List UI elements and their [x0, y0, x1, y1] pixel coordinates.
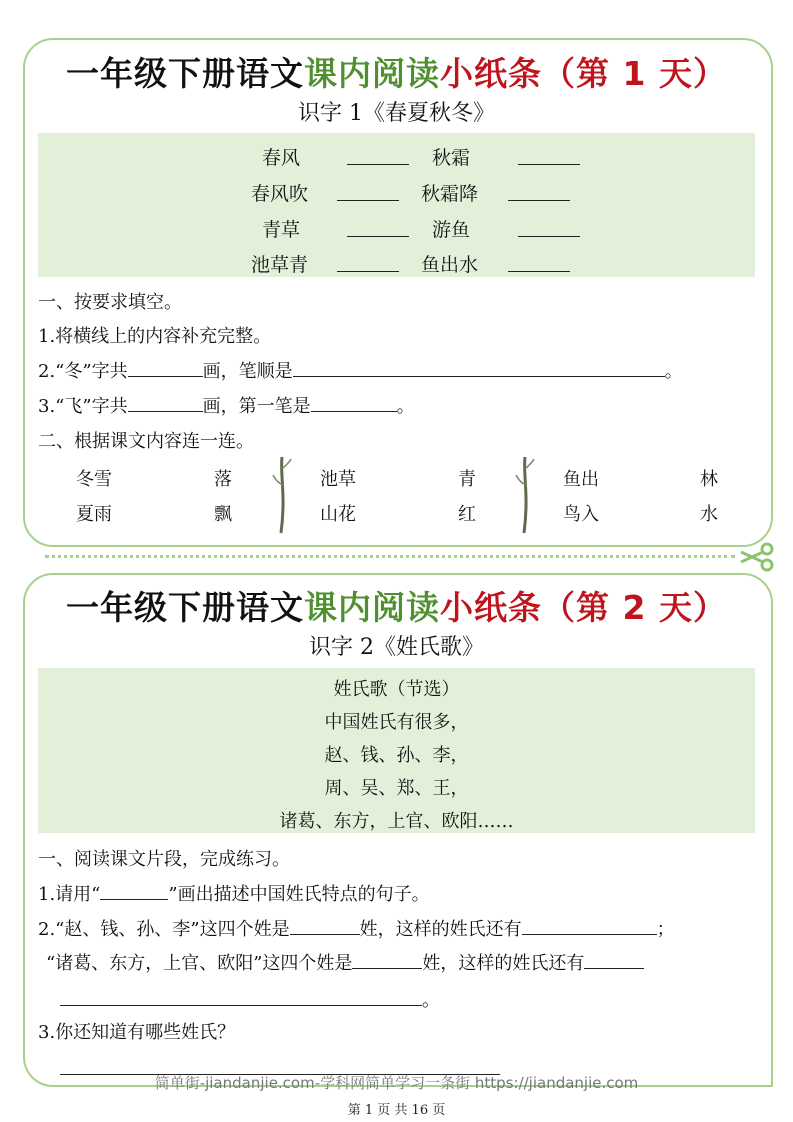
match-left-item[interactable]: 池草: [320, 469, 356, 490]
match-right-item[interactable]: 飘: [214, 504, 232, 525]
answer-blank[interactable]: [352, 967, 422, 969]
question-3: 3.你还知道有哪些姓氏？: [38, 1022, 236, 1043]
poem-line: 中国姓氏有很多，: [324, 712, 469, 733]
question-1: 1.请用“ ”画出描述中国姓氏特点的句子。: [38, 884, 430, 905]
match-right-item[interactable]: 青: [458, 469, 476, 490]
answer-blank[interactable]: [293, 375, 665, 377]
vocab-blank[interactable]: [508, 270, 570, 272]
poem-line: 周、吴、郑、王，: [324, 778, 469, 799]
poem-line: 赵、钱、孙、李，: [324, 745, 469, 766]
poem-line: 诸葛、东方，上官、欧阳……: [279, 811, 514, 832]
vocab-word: 春风: [262, 147, 301, 169]
cut-line: [45, 555, 735, 558]
question-1: 1.将横线上的内容补充完整。: [38, 326, 272, 347]
match-left-item[interactable]: 鱼出: [563, 469, 599, 490]
question-2: 2.“冬”字共 画，笔顺是 。: [38, 361, 683, 382]
scissors-icon: [738, 540, 776, 574]
vocab-word: 秋霜降: [421, 183, 479, 205]
vocab-blank[interactable]: [518, 163, 580, 165]
answer-blank[interactable]: [522, 933, 657, 935]
question-3: 3.“飞”字共 画，第一笔是 。: [38, 396, 415, 417]
answer-blank[interactable]: [60, 1004, 422, 1006]
section1-heading: 一、阅读课文片段，完成练习。: [38, 849, 290, 870]
match-right-item[interactable]: 落: [214, 469, 232, 490]
vocab-word: 秋霜: [432, 147, 471, 169]
vocab-blank[interactable]: [508, 199, 570, 201]
day1-title: 一年级下册语文课内阅读小纸条（第 1 天）: [66, 54, 727, 93]
question-2b: “诸葛、东方，上官、欧阳”这四个姓是 姓，这样的姓氏还有: [46, 949, 644, 975]
vocab-word: 池草青: [251, 254, 309, 276]
vocab-word: 春风吹: [251, 183, 309, 205]
vocab-word: 游鱼: [432, 219, 471, 241]
poem-title: 姓氏歌（节选）: [333, 679, 460, 700]
answer-blank[interactable]: [311, 410, 397, 412]
question-2c: 。: [60, 986, 440, 1012]
match-left-item[interactable]: 鸟入: [563, 504, 599, 525]
vocab-word: 青草: [262, 219, 301, 241]
day2-title: 一年级下册语文课内阅读小纸条（第 2 天）: [66, 588, 727, 627]
vocab-blank[interactable]: [518, 235, 580, 237]
day2-subtitle: 识字 2《姓氏歌》: [309, 635, 484, 660]
vocab-blank[interactable]: [337, 199, 399, 201]
page-number: 第 1 页 共 16 页: [347, 1103, 446, 1118]
answer-blank[interactable]: [584, 967, 644, 969]
vocab-blank[interactable]: [347, 163, 409, 165]
vocab-blank[interactable]: [337, 270, 399, 272]
match-left-item[interactable]: 夏雨: [76, 504, 112, 525]
match-right-item[interactable]: 林: [700, 469, 718, 490]
section2-heading: 二、根据课文内容连一连。: [38, 431, 254, 452]
bamboo-divider-icon: [513, 455, 537, 535]
match-right-item[interactable]: 水: [700, 504, 718, 525]
answer-blank[interactable]: [100, 898, 168, 900]
bamboo-divider-icon: [270, 455, 294, 535]
answer-blank[interactable]: [290, 933, 360, 935]
answer-blank[interactable]: [128, 375, 203, 377]
day1-subtitle: 识字 1《春夏秋冬》: [298, 101, 495, 126]
day1-vocab-box: [38, 133, 755, 277]
answer-blank[interactable]: [128, 410, 203, 412]
section1-heading: 一、按要求填空。: [38, 292, 182, 313]
question-2a: 2.“赵、钱、孙、李”这四个姓是 姓，这样的姓氏还有 ；: [38, 919, 675, 940]
vocab-blank[interactable]: [347, 235, 409, 237]
match-right-item[interactable]: 红: [458, 504, 476, 525]
vocab-word: 鱼出水: [421, 254, 479, 276]
match-left-item[interactable]: 冬雪: [76, 469, 112, 490]
footer-watermark: 简单街-jiandanjie.com-学科网简单学习一条街 https://jiandanjie.com: [154, 1074, 639, 1092]
match-left-item[interactable]: 山花: [320, 504, 356, 525]
